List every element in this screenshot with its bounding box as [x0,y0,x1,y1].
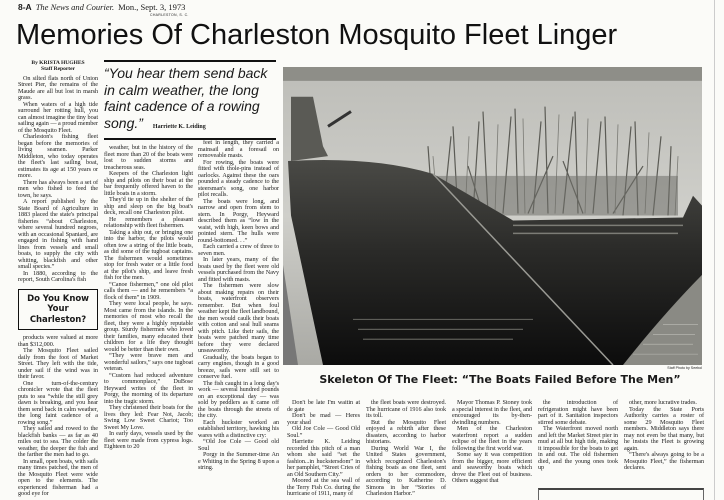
article-paragraph: Today the State Ports Authority carries a roster of some 29 Mosquito Fleet members. Middleton says there may not even be that many, but he insists the Fleet is growing again. [624,405,704,452]
article-column [624,400,704,472]
article-paragraph: When waters of a high tide surround her rotting hull, you can almost imagine the tiny boat sailing again — a proud member of the Mosquito Fleet. [18,100,98,134]
article-paragraph: There has always been a set of men who fished to feed the town, he says. [18,178,98,199]
article-paragraph: Men of the Charleston waterfront report a sudden eclipse of the fleet in the years following the first world war. [452,425,532,452]
article-paragraph: One turn-of-the-century chronicler wrote that the fleet puts to sea “while the still grey dawn is breaking, and you hear them send back in calm weather, the long faint cadence of a rowing song.” [18,379,98,426]
article-paragraph: Mayor Thomas P. Stoney took a special interest in the fleet, and encouraged its by-then-dwindling numbers. [452,399,532,426]
article-paragraph: On silted flats north of Union Street Pier, the remains of the Maude are all but lost in marsh grass. [18,74,98,102]
article-paragraph: Some say it was competition from the bigger, more efficient and seaworthy boats which drove the Fleet out of business. Others suggest that [452,451,532,484]
dateline-city: CHARLESTON, S. C. [150,12,189,17]
article-paragraph: In later years, many of the boats used by the fleet were old vessels purchased from the Navy and fitted with masts. [198,256,279,283]
article-paragraph: The Mosquito Fleet sailed daily from the foot of Market Street. They left with the tide, under sail if the wind was in their favor. [18,347,98,381]
article-paragraph: They'd tie up in the shelter of the ship and sleep on the big boat's deck, recall one Charleston pilot. [104,196,193,216]
boat-wreck-photo [283,67,702,365]
article-paragraph: Harriette K. Leiding recorded this pitch of a man whom she said “set the fashion...in huckstersdom” in her pamphlet, “Street Cries of an Old Southern City.” [287,438,360,478]
article-paragraph: For rowing, the boats were fitted with thole-pins instead of oarlocks. Against these the oars pounded a steady cadence to the steersman's song, one harbor pilot recalls. [198,158,279,198]
article-paragraph: Each carried a crew of three to seven men. [198,243,279,257]
pull-quote-attribution: Harriette K. Leiding [152,123,206,130]
article-column [287,400,360,498]
article-paragraph: Old Joe Cole — Good Old Soul.” [287,425,360,439]
article-paragraph: Gradually, the boats began to carry engines, though in a good breeze, sails were still set to conserve fuel. [198,353,279,380]
byline-title: Staff Reporter [41,66,75,73]
article-paragraph: the introduction of refrigeration might have been part of it. Sanitation inspectors stirred some debate. [538,399,618,426]
article-paragraph: Don't be late I'm waitin at de gate [287,399,360,413]
article-paragraph: During World War I, the United States government, which recognized Charleston's fishing boats as one fleet, sent orders to her commodore, according to Katherine D. Simons in her “Stories of Charleston Harbor.” [366,444,446,497]
article-paragraph: “There's always going to be a Mosquito Fleet,” the fisherman declares. [624,451,704,471]
page-number: 8-A [18,2,32,12]
headline: Memories Of Charleston Mosquito Fleet Linger [16,19,618,51]
article-paragraph: products were valued at more than $312,000. [18,334,98,348]
article-column [538,400,618,472]
article-column [198,140,279,472]
article-column [104,145,193,451]
article-paragraph: “Canoe fishermen,” one old pilot calls them — and he remembers “a flock of them” in 1909. [104,280,193,301]
article-paragraph: The fishermen were slow about making repairs on their boats, waterfront observers remember. But when foul weather kept the fleet landbound, the men would caulk their boats with cotton and seal hull seams with pitch. Like their sails, the boats were patched many time before they were declared unseaworthy. [198,282,279,354]
article-paragraph: Charleston's fishing fleet began before the memories of living seamen. Parker Middleton, who today operates the fleet's last sailing boat, estimates its age at 150 years or more. [18,133,98,180]
article-paragraph: other, more lucrative trades. [629,399,697,406]
article-paragraph: The fish caught in a long day's work — several hundred pounds on an exceptional day — was sold by peddlers as it came off the boats through the streets of the city. [198,379,279,419]
article-paragraph: The boats were long, and narrow and open from stem to stern. In Porgy, Heyward described them as “low in the waist, with high, keen bows and pointed stern. The hulls were round-bottomed. . .” [198,197,279,244]
byline [18,60,98,73]
article-column [366,400,446,498]
photo-image [283,67,702,365]
page-folio [18,2,185,12]
pull-quote-text: “You hear them send back in calm weather, the long faint cadence of a rowing song.” [104,65,268,131]
article-paragraph: “They were brave men and wonderful sailors,” says one tugboat veteran. [104,352,193,372]
article-column [18,76,98,284]
article-paragraph: He remembers a pleasant relationship with fleet fishermen. [104,215,193,229]
newspaper-name: The News and Courier. [35,2,115,12]
article-paragraph: They were local people, he says. Most came from the islands. In the memories of most who recall the fleet, they were a highly reputable group. Sturdy fishermen who loved their families, many educated their children for a life they thought would be better than their own. [104,300,193,353]
article-paragraph: They sailed and rowed to the blackfish banks — as far as 40 miles out to sea. The colder the weather, the deeper the fish and the farther the men had to go. [18,425,98,459]
article-paragraph: In small, open boats, with sails many times patched, the men of the Mosquito Fleet were wide open to the elements. The experienced fisherman had a good eye for [18,457,98,498]
article-paragraph: “Old Joe Cole — Good old Soul [198,438,279,452]
article-column [452,400,532,485]
article-paragraph: “Custom had reduced adventure to commonplace,” DuBose Heyward writes of the fleet in Porgy, the morning of its departure into the tragic storm. [104,371,193,405]
page-edge-rule [714,0,715,500]
article-paragraph: In early days, vessels used by the fleet were made from cypress logs. Eighteen to 20 [104,430,193,450]
pull-quote-box [104,60,276,140]
article-paragraph: Porgy in the Summer-time An e Whiting in the Spring 8 upon a string. [198,451,279,471]
byline-name: By KRISTA HUGHES [31,60,85,66]
article-paragraph: A report published by the State Board of Agriculture in 1883 placed the state's principal fisheries “about Charleston, where several hundred negroes, with an occasional Spaniard, are engaged in fishing with hand lines from vessels and small boats, to supply the city with whiting, blackfish and other small species.” [18,198,98,271]
article-column [18,335,98,498]
article-paragraph: feet in length, they carried a mainsail and a foresail on removeable masts. [198,139,279,159]
article-paragraph: But the Mosquito Fleet enjoyed a rebirth after these disasters, according to harbor historians. [366,418,446,445]
article-paragraph: In 1880, according to the report, South Carolina's fish [18,269,98,284]
sidebar-box-title: Do You Know Your Charleston? [18,289,98,331]
photo-caption: Skeleton Of The Fleet: “The Boats Failed Before The Men” [319,373,681,386]
article-paragraph: Don't be mad — Heres your shad [287,412,360,426]
article-paragraph: Moored at the sea wall of the Terry Fish Co. during the hurricane of 1911, many of [287,477,360,497]
photo-credit: Staff Photo by Seebol [667,366,702,370]
left-column [18,60,98,498]
article-paragraph: the fleet boats were destroyed. The hurricane of 1916 also took its toll. [366,399,446,419]
issue-date: Mon., Sept. 3, 1973 [118,2,186,12]
article-paragraph: The Waterfront moved north and left the Market Street pier in mud at all but high tide, making it impossible for the boats to get in and out. The old fishermen died, and the young ones took up [538,425,618,471]
adjacent-article-box [538,488,704,500]
article-paragraph: They christened their boats for the lives they led: Fear Not, Jacob; Swing Low Sweet Chariot; Too Sweet My Love. [104,404,193,431]
article-paragraph: weather, but in the history of the fleet more than 20 of the boats were lost to sudden storms and treacherous seas. [104,144,193,171]
pull-quote [104,65,276,135]
article-paragraph: Keepers of the Charleston light ship and pilots on their boat at the bar frequently offered haven to the little boats in a storm. [104,170,193,197]
article-paragraph: Each huckster worked an established territory, hawking his wares with a distinctive cry: [198,418,279,439]
article-paragraph: Taking a ship out, or bringing one into the harbor, the pilots would often tow a string of the little boats, as did some of the tugboat captains. The fishermen would sometimes stop for fresh water or a little food at the pilot's ship, and leave fresh fish for the men. [104,228,193,281]
